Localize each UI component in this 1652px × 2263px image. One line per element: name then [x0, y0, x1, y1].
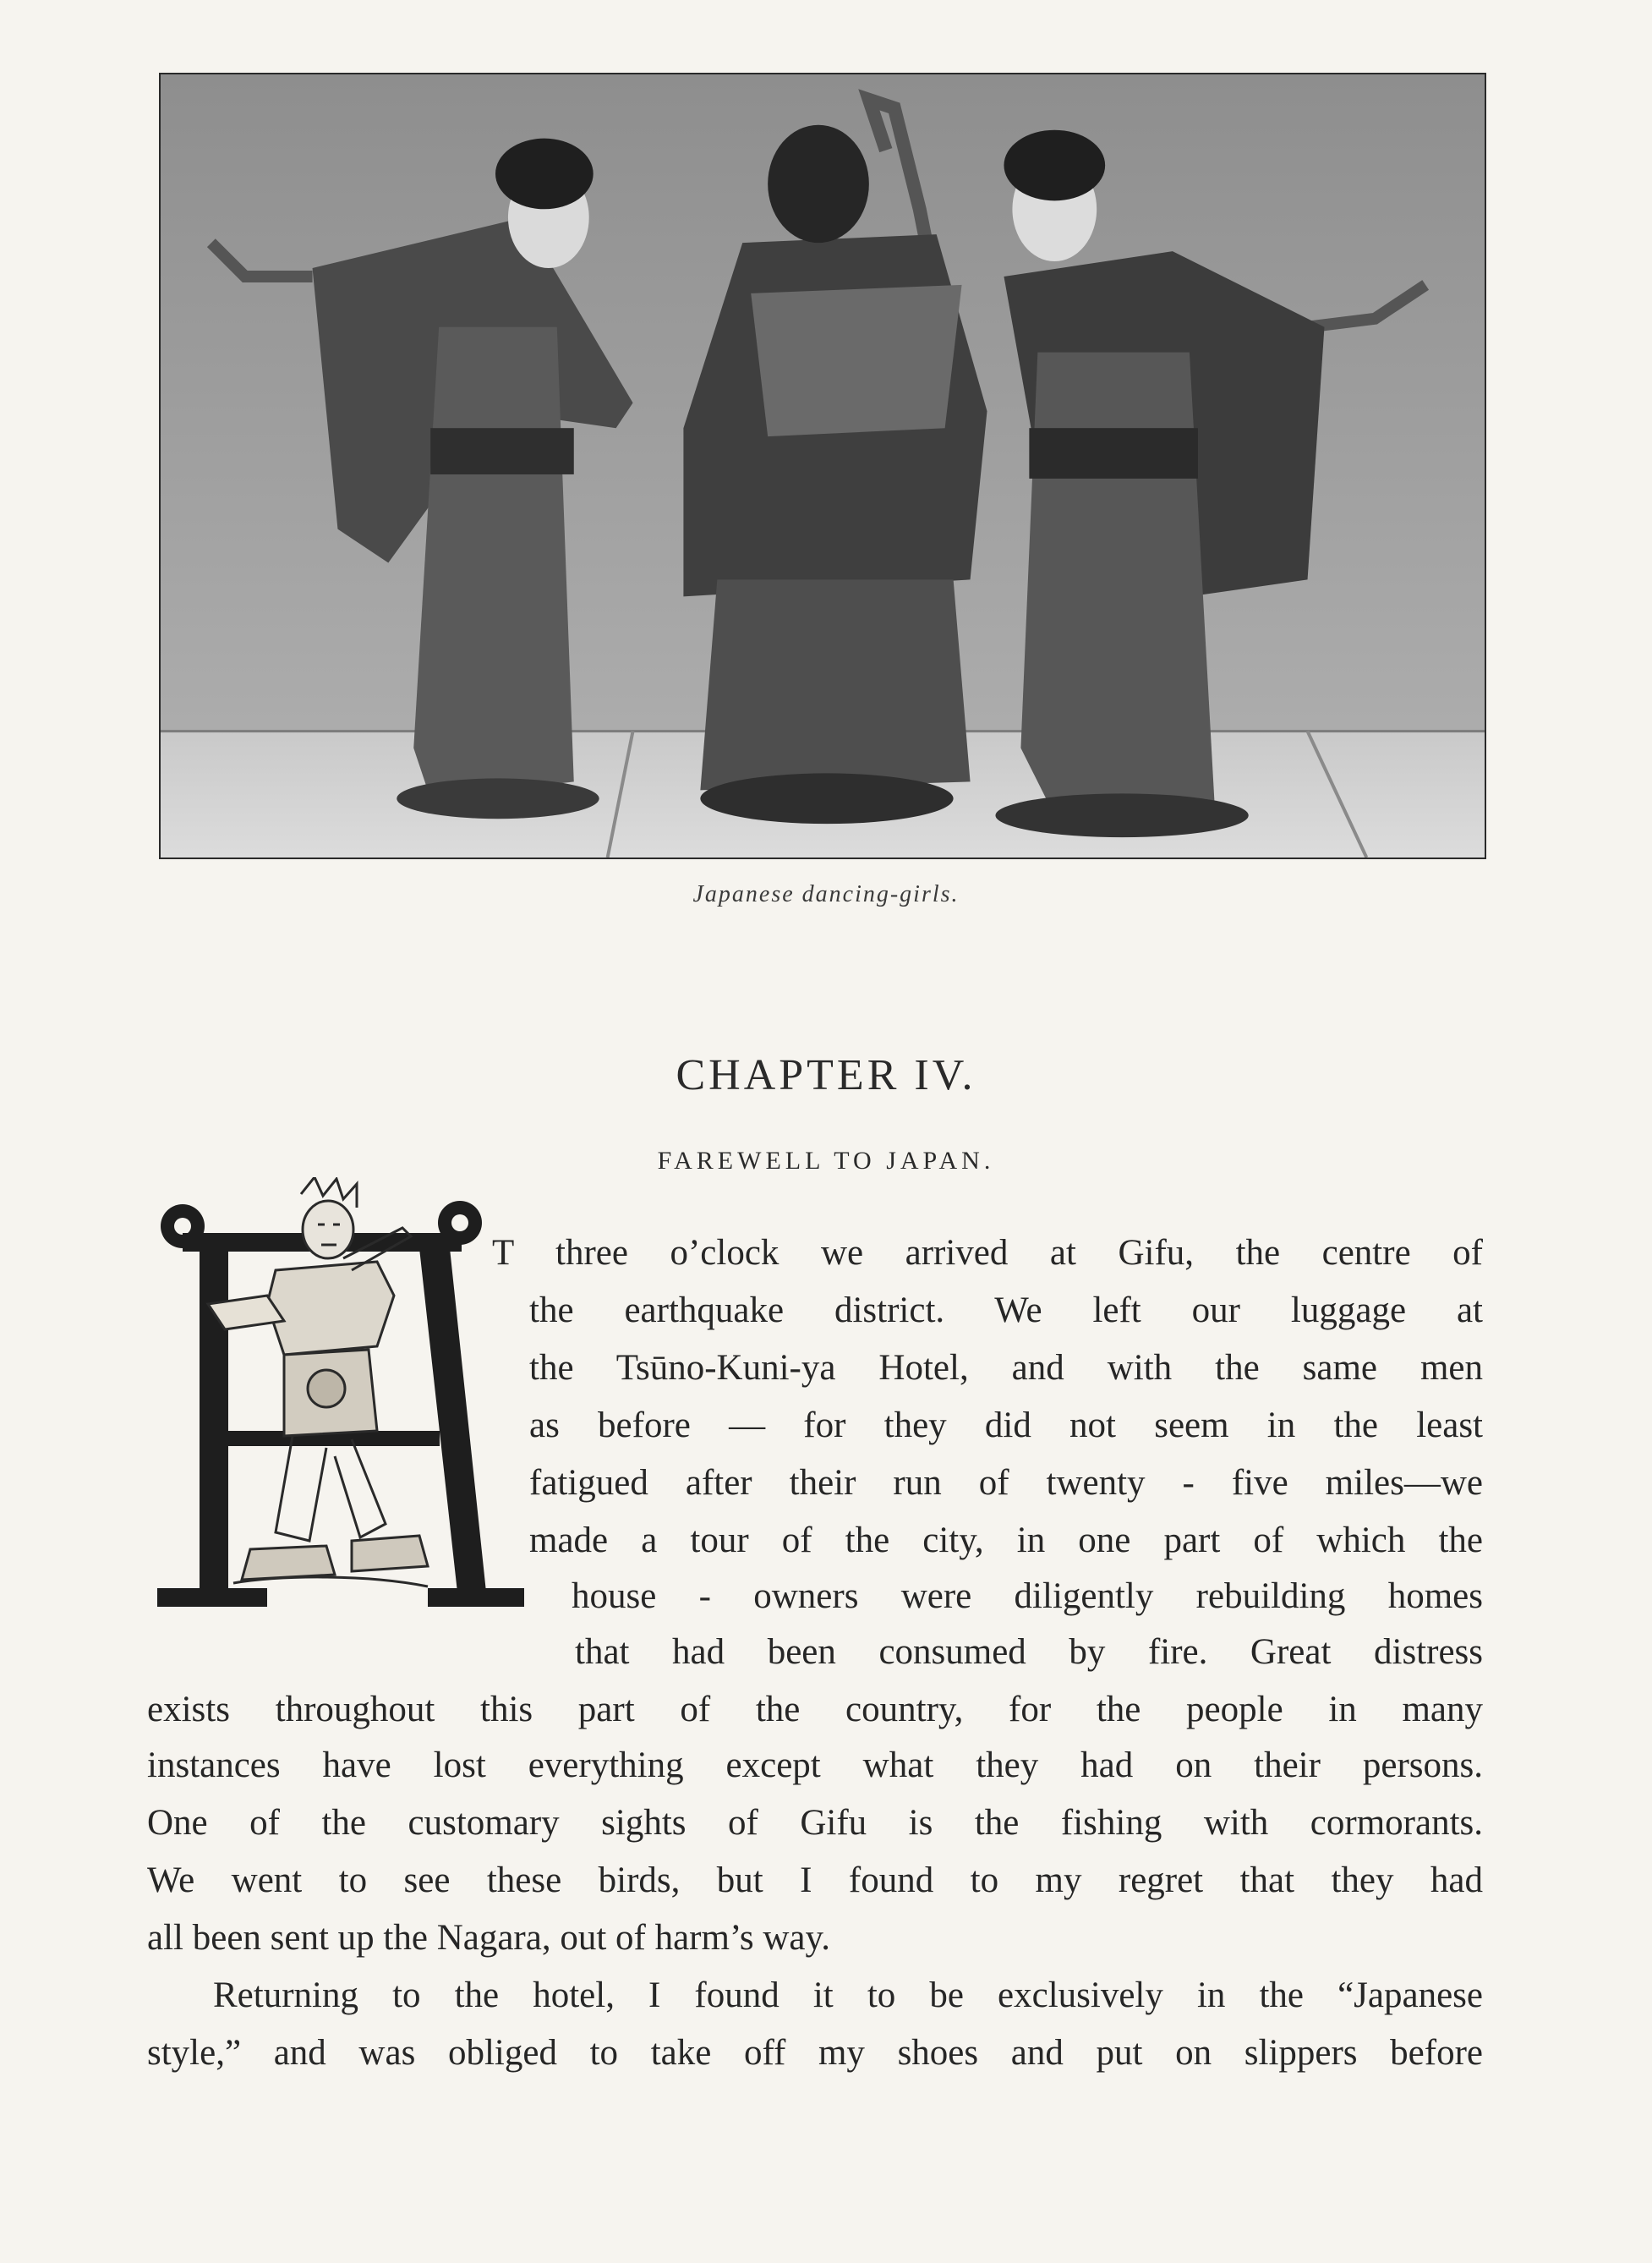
body-line: that had been consumed by fire. Great distress — [575, 1632, 1483, 1672]
chapter-subtitle: FAREWELL TO JAPAN. — [657, 1147, 995, 1175]
photo-caption: Japanese dancing-girls. — [692, 881, 960, 907]
body-line: style,” and was obliged to take off my shoes and put on slippers before — [147, 2033, 1483, 2073]
body-line: the Tsūno-Kuni-ya Hotel, and with the same men — [529, 1348, 1483, 1388]
body-line: instances have lost everything except what they had on their persons. — [147, 1745, 1483, 1785]
body-line: made a tour of the city, in one part of which the — [529, 1521, 1483, 1560]
body-line: fatigued after their run of twenty - five miles—we — [529, 1463, 1483, 1503]
body-line: One of the customary sights of Gifu is the fishing with cormorants. — [147, 1803, 1483, 1843]
body-line: the earthquake district. We left our luggage at — [529, 1290, 1483, 1330]
body-line: as before — for they did not seem in the least — [529, 1405, 1483, 1445]
body-line: T three o’clock we arrived at Gifu, the centre of — [492, 1233, 1483, 1273]
body-line: exists throughout this part of the country, for the people in many — [147, 1690, 1483, 1729]
body-line: house - owners were diligently rebuilding homes — [572, 1576, 1483, 1616]
illuminated-dropcap-a — [149, 1177, 534, 1624]
body-line: Returning to the hotel, I found it to be exclusively in the “Japanese — [213, 1975, 1483, 2015]
chapter-title: CHAPTER IV. — [676, 1051, 976, 1099]
photo-illustration — [161, 74, 1485, 858]
body-line: We went to see these birds, but I found to my regret that they had — [147, 1860, 1483, 1900]
dropcap-a-illustration — [149, 1177, 534, 1624]
photograph-dancing-girls — [159, 73, 1486, 859]
body-line: all been sent up the Nagara, out of harm’s way. — [147, 1918, 830, 1958]
